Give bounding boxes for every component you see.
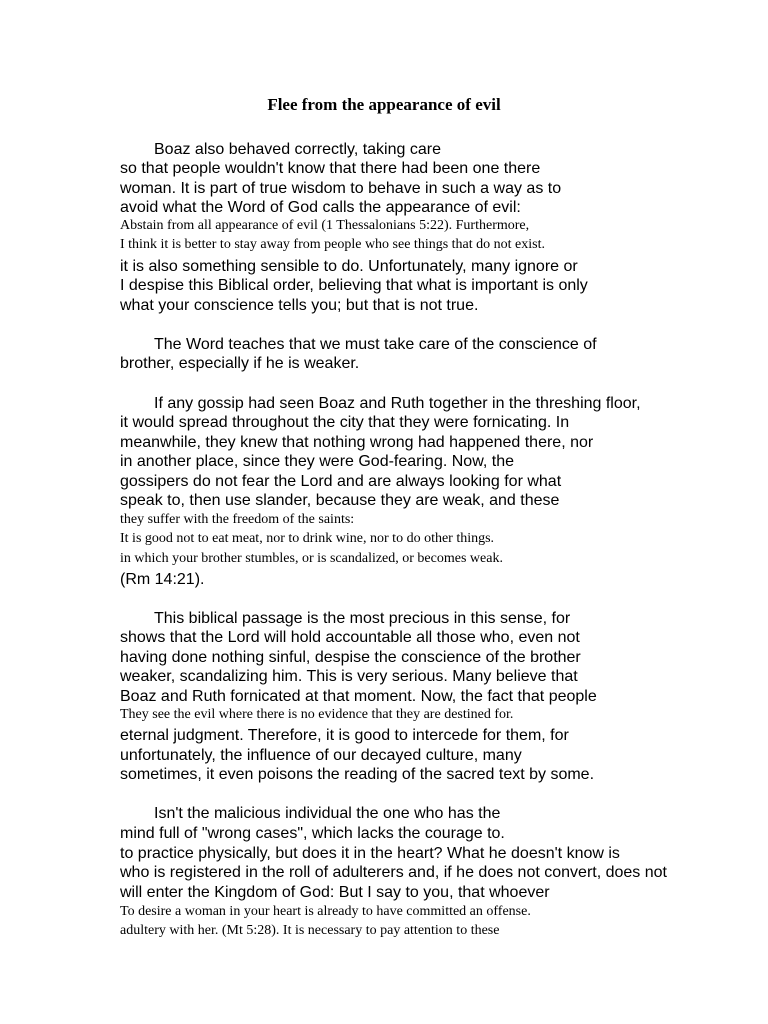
text-line: it would spread throughout the city that they were fornicating. In — [120, 414, 570, 431]
text-line: meanwhile, they knew that nothing wrong had happened there, nor — [120, 434, 594, 451]
text-line: having done nothing sinful, despise the conscience of the brother — [120, 649, 581, 666]
scripture-line: in which your brother stumbles, or is scandalized, or becomes weak. — [120, 551, 503, 566]
text-line: They see the evil where there is no evidence that they are destined for. — [120, 707, 514, 722]
text-line: gossipers do not fear the Lord and are always looking for what — [120, 473, 562, 490]
text-line: brother, especially if he is weaker. — [120, 355, 360, 372]
text-line: Boaz also behaved correctly, taking care — [154, 141, 441, 158]
text-line: so that people wouldn't know that there had been one there — [120, 160, 541, 177]
text-line: who is registered in the roll of adulterers and, if he does not convert, does not — [120, 864, 667, 881]
text-line: in another place, since they were God-fearing. Now, the — [120, 453, 514, 470]
text-line: weaker, scandalizing him. This is very serious. Many believe that — [120, 668, 578, 685]
text-line: The Word teaches that we must take care of the conscience of — [154, 336, 597, 353]
scripture-reference: (Rm 14:21). — [120, 571, 205, 588]
text-line: will enter the Kingdom of God: But I say to you, that whoever — [120, 884, 550, 901]
text-line: I despise this Biblical order, believing that what is important is only — [120, 277, 588, 294]
text-line: If any gossip had seen Boaz and Ruth together in the threshing floor, — [154, 395, 641, 412]
page-title: Flee from the appearance of evil — [267, 95, 501, 114]
scripture-line: Abstain from all appearance of evil (1 Thessalonians 5:22). Furthermore, — [120, 218, 530, 233]
text-line: woman. It is part of true wisdom to behave in such a way as to — [120, 180, 562, 197]
text-line: I think it is better to stay away from people who see things that do not exist. — [120, 237, 545, 252]
text-line: to practice physically, but does it in the heart? What he doesn't know is — [120, 845, 620, 862]
text-line: mind full of "wrong cases", which lacks the courage to. — [120, 825, 505, 842]
scripture-line: To desire a woman in your heart is already to have committed an offense. — [120, 904, 531, 919]
text-line: eternal judgment. Therefore, it is good to intercede for them, for — [120, 727, 569, 744]
text-line: what your conscience tells you; but that is not true. — [120, 297, 479, 314]
text-line: adultery with her. (Mt 5:28). It is necessary to pay attention to these — [120, 923, 500, 938]
text-line: sometimes, it even poisons the reading of the sacred text by some. — [120, 766, 595, 783]
text-line: avoid what the Word of God calls the appearance of evil: — [120, 199, 521, 216]
text-line: it is also something sensible to do. Unfortunately, many ignore or — [120, 258, 578, 275]
text-line: Boaz and Ruth fornicated at that moment. Now, the fact that people — [120, 688, 597, 705]
text-line: speak to, then use slander, because they are weak, and these — [120, 492, 560, 509]
text-line: This biblical passage is the most precious in this sense, for — [154, 610, 571, 627]
scripture-line: It is good not to eat meat, nor to drink wine, nor to do other things. — [120, 531, 495, 546]
text-line: they suffer with the freedom of the saints: — [120, 512, 355, 527]
text-line: shows that the Lord will hold accountable all those who, even not — [120, 629, 580, 646]
text-line: Isn't the malicious individual the one who has the — [154, 805, 501, 822]
text-line: unfortunately, the influence of our decayed culture, many — [120, 747, 522, 764]
